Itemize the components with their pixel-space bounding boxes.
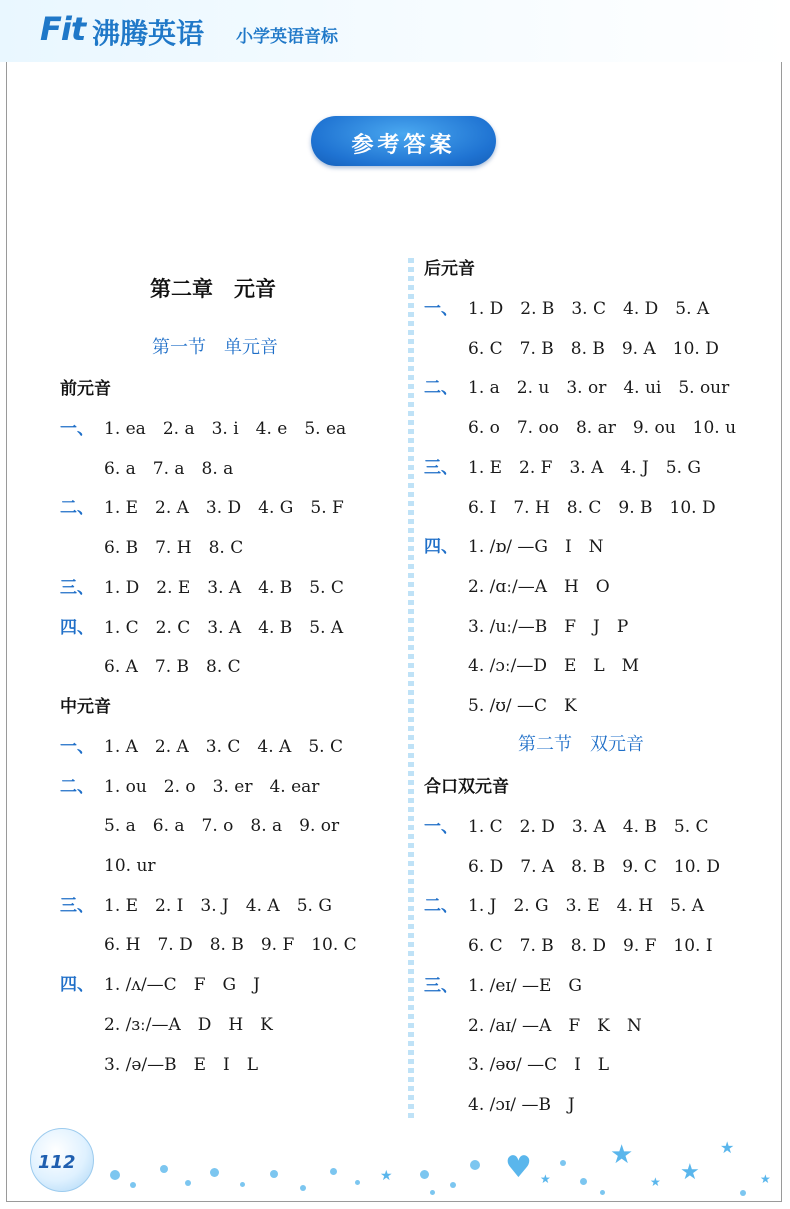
answer-line: 6. a 7. a 8. a [104,458,234,479]
decor-dot [430,1190,435,1195]
banner-title: 参考答案 [351,133,456,158]
answer-line: 1. E 2. A 3. D 4. G 5. F [104,498,344,519]
heart-icon: ♥ [505,1150,532,1185]
answer-line: 1. A 2. A 3. C 4. A 5. C [104,736,343,757]
answer-line: 6. H 7. D 8. B 9. F 10. C [104,935,357,956]
question-number: 四、 [60,617,94,638]
brand-logo-cn: 沸腾英语 [92,17,205,50]
answer-line: 4. /ɔː/—D E L M [468,656,640,677]
question-number: 三、 [424,975,458,996]
decor-dot [160,1165,168,1173]
answer-line: 1. D 2. B 3. C 4. D 5. A [468,299,710,319]
question-number: 四、 [424,537,458,558]
group-title: 合口双元音 [424,777,509,797]
answer-line: 1. C 2. C 3. A 4. B 5. A [104,617,344,638]
brand-logo-en: Fit [40,10,86,48]
question-number: 二、 [60,776,94,797]
answer-line: 6. o 7. oo 8. ar 9. ou 10. u [468,418,737,439]
answer-line: 1. ea 2. a 3. i 4. e 5. ea [104,419,347,439]
answer-line: 3. /uː/—B F J P [468,616,629,637]
column-divider [408,258,414,1118]
answer-line: 1. ou 2. o 3. er 4. ear [104,776,320,797]
decor-dot [740,1190,746,1196]
decor-dot [355,1180,360,1185]
answer-line: 6. B 7. H 8. C [104,538,244,559]
answer-line: 1. E 2. I 3. J 4. A 5. G [104,895,332,916]
star-icon: ★ [720,1138,735,1157]
star-icon: ★ [610,1140,634,1170]
decor-dot [240,1182,245,1187]
answer-key-banner [311,116,496,166]
answer-line: 3. /əʊ/ —C I L [468,1055,610,1076]
answer-line: 1. /eɪ/ —E G [468,975,582,996]
star-icon: ★ [760,1172,771,1186]
question-number: 三、 [60,577,94,598]
group-title: 中元音 [60,696,111,717]
question-number: 四、 [60,975,94,996]
question-number: 二、 [424,896,458,917]
answer-line: 1. a 2. u 3. or 4. ui 5. our [468,378,730,399]
decor-dot [130,1182,136,1188]
question-number: 一、 [424,817,458,837]
answer-line: 6. C 7. B 8. B 9. A 10. D [468,338,719,359]
answer-line: 1. /ɒ/ —G I N [468,537,604,558]
decor-dot [580,1178,587,1185]
decor-dot [330,1168,337,1175]
answer-line: 1. D 2. E 3. A 4. B 5. C [104,577,344,598]
answer-line: 1. C 2. D 3. A 4. B 5. C [468,817,709,837]
question-number: 三、 [424,457,458,478]
answer-line: 3. /ə/—B E I L [104,1054,259,1075]
page-header [0,0,790,62]
star-icon: ★ [680,1160,700,1185]
answer-line: 5. /ʊ/ —C K [468,696,577,716]
answer-line: 1. E 2. F 3. A 4. J 5. G [468,457,701,478]
group-title: 前元音 [60,379,111,399]
answer-line: 1. /ʌ/—C F G J [104,975,260,996]
answer-line: 10. ur [104,856,156,876]
question-number: 一、 [60,419,94,439]
chapter-title: 第二章 元音 [150,277,276,301]
decor-dot [110,1170,120,1180]
decor-dot [450,1182,456,1188]
decor-dot [420,1170,429,1179]
decor-dot [185,1180,191,1186]
answer-line: 6. D 7. A 8. B 9. C 10. D [468,856,720,877]
answer-line: 6. I 7. H 8. C 9. B 10. D [468,497,716,518]
answer-line: 4. /ɔɪ/ —B J [468,1094,575,1115]
star-icon: ★ [540,1172,551,1186]
question-number: 二、 [60,498,94,519]
decor-dot [560,1160,566,1166]
section-title: 第一节 单元音 [152,337,278,358]
decor-dot [600,1190,605,1195]
group-title: 后元音 [424,259,475,279]
question-number: 一、 [424,299,458,319]
decor-dot [210,1168,219,1177]
question-number: 一、 [60,736,94,757]
star-icon: ★ [380,1168,393,1184]
decor-dot [270,1170,278,1178]
answer-line: 5. a 6. a 7. o 8. a 9. or [104,816,340,837]
book-subtitle: 小学英语音标 [236,27,338,47]
question-number: 三、 [60,895,94,916]
decor-dot [300,1185,306,1191]
answer-line: 2. /ɜː/—A D H K [104,1014,273,1035]
answer-line: 2. /aɪ/ —A F K N [468,1015,642,1036]
answer-line: 2. /ɑː/—A H O [468,576,610,597]
star-icon: ★ [650,1175,661,1189]
answer-line: 1. J 2. G 3. E 4. H 5. A [468,896,705,917]
answer-line: 6. C 7. B 8. D 9. F 10. I [468,936,713,957]
decor-dot [470,1160,480,1170]
answer-line: 6. A 7. B 8. C [104,657,241,678]
question-number: 二、 [424,378,458,399]
section-title-2: 第二节 双元音 [518,734,644,755]
page-number: 112 [38,1152,76,1173]
